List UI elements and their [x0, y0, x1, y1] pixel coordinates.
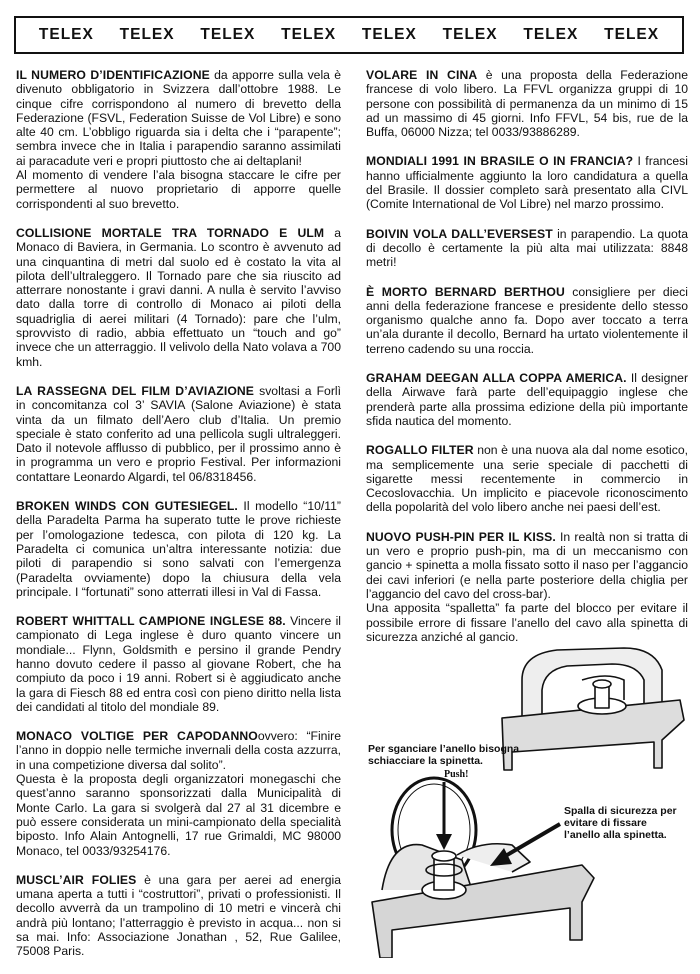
news-item-deegan: [366, 371, 688, 428]
news-headline: ROBERT WHITTALL CAMPIONE INGLESE 88.: [16, 614, 286, 629]
news-headline: COLLISIONE MORTALE TRA TORNADO E ULM: [16, 225, 325, 240]
banner-word: TELEX: [361, 26, 417, 43]
banner-word: TELEX: [200, 26, 256, 43]
news-body: consigliere per dieci anni della federazione francese e presidente dello stesso organismo qualche anno fa. Dopo aver toccato a terra un’ala durante il decollo, Bernard ha urtato violentemente il terreno cadendo su una roccia.: [366, 284, 688, 356]
news-item-worlds-1991: [366, 154, 688, 211]
news-headline: MONDIALI 1991 IN BRASILE O IN FRANCIA?: [366, 154, 634, 169]
news-body: è una gara per aerei ad energia umana aperta a tutti i “costruttori”, privati o professionisti. Il decollo avverrà da un trampolino di 10 metri e vincerà chi andrà più lontano; l’atterraggio è previsto in acqua... non si sa mai. Info: Associazione Jonathan , 52, Rue Galilee, 75008 Paris.: [16, 872, 342, 959]
news-body: è una proposta della Federazione francese di volo libero. La FFVL organizza gruppi di 10 persone con possibilità di permanenza da un minimo di 15 ad un massimo di 45 giorni. Info FFVL, 54 bis, rue de la Buffa, 06000 Nizza; tel 0033/93886289.: [366, 68, 688, 140]
news-body: svoltasi a Forlì in concomitanza col 3’ SAVIA (Salone Aviazione) è stata vinta da un filmato dell’Aero club d’Italia. Un premio speciale è stato conferito ad una pellicola sugli ultraleggeri. Dato il notevole afflusso di pubblico, per il prossimo anno è in programma un vero e proprio Festival. Per informazioni contattare Leonardo Algardi, tel 06/8318456.: [16, 383, 341, 484]
news-body: a Monaco di Baviera, in Germania. Lo scontro è avvenuto ad una cinquantina di metri dal suolo ed è costato la vita al pilota dell’ultraleggero. Il Tornado pare che sia riuscito ad atterrare nonostante i gravi danni. A nulla è servito l’avviso dato dalla torre di controllo di Monaco ai piloti della squadriglia di aerei militari (4 Tornado): pare che l’ulm, sprovvisto di radio, abbia effettuato un “touch and go” invece che un atterraggio. Il velivolo della Nato volava a 700 kmh.: [16, 225, 341, 369]
news-headline: ROGALLO FILTER: [366, 443, 474, 458]
news-headline: GRAHAM DEEGAN ALLA COPPA AMERICA.: [366, 371, 627, 386]
banner-word: TELEX: [604, 26, 660, 43]
news-headline: VOLARE IN CINA: [366, 68, 478, 82]
news-item-muscl-air: [16, 873, 341, 959]
news-item-boivin: [366, 227, 688, 270]
banner-word: TELEX: [442, 26, 498, 43]
news-body: In realtà non si tratta di un vero e proprio push-pin, ma di un meccanismo con gancio + spinetta a molla fissato sotto il naso per l’aggancio dei cavi inferiori (e nella parte posteriore della chiglia per l’aggancio del cavo del cross-bar).: [366, 529, 688, 601]
news-item-monaco-voltige: [16, 729, 341, 858]
left-column: [16, 68, 341, 974]
news-headline: NUOVO PUSH-PIN PER IL KISS.: [366, 529, 556, 544]
news-item-whittall: [16, 614, 341, 714]
telex-banner: [14, 16, 684, 54]
news-headline: MONACO VOLTIGE PER CAPODANNO: [16, 729, 258, 744]
banner-word: TELEX: [281, 26, 337, 43]
banner-word: TELEX: [119, 26, 175, 43]
push-pin-illustration: [362, 640, 692, 958]
news-body: da apporre sulla vela è divenuto obbligatorio in Svizzera dall’ottobre 1988. Le cinque cifre corrispondono al numero di brevetto della Federazione (FSVL, Federation Suisse de Vol Libre) e sono alte 40 cm. L’obbligo riguarda sia i delta che i “parapente”; sembra invece che in Italia i parapendio saranno assimilati ai paracadute veri e propri piuttosto che ai deltaplani!: [16, 68, 341, 168]
safety-caption: Spalla di sicurezza per evitare di fissare l’anello alla spinetta.: [564, 805, 677, 841]
news-headline: IL NUMERO D’IDENTIFICAZIONE: [16, 68, 210, 82]
news-item-china: [366, 68, 688, 139]
news-item-film-festival: [16, 384, 341, 484]
news-body: in parapendio. La quota di decollo è certamente la più alta mai utilizzata: 8848 metri!: [366, 226, 688, 270]
release-caption: Per sganciare l’anello bisogna schiacciare la spinetta.: [368, 743, 520, 767]
news-body: Vincere il campionato di Lega inglese è duro quanto vincere un mondiale... Flynn, Goldsmith e persino il grande Pendry hanno dovuto cedere il passo al giovane Robert, che ha compiuto da poco i 19 anni. Robert si è aggiudicato anche la gara di Fiesch 88 ed entra così con pieno diritto nella lista dei candidati al titolo del mondiale 89.: [16, 614, 341, 714]
news-item-push-pin: [366, 530, 688, 644]
news-item-berthou: [366, 285, 688, 356]
news-body: I francesi hanno ufficialmente aggiunto la loro candidatura a quella del Brasile. Il dossier completo sarà presentato alla CIVL (Comite International de Vol Libre) nel marzo prossimo.: [366, 154, 688, 212]
news-body: non è una nuova ala dal nome esotico, ma semplicemente una serie speciale di pacchetti di sigarette messi recentemente in commercio in Cecoslovacchia. Un implicito e piacevole riconoscimento della popolarità del volo libero anche nei paesi dell’est.: [366, 443, 688, 515]
push-label: Push!: [444, 769, 469, 780]
news-body-continued: Questa è la proposta degli organizzatori monegaschi che quest’anno saranno sponsorizzati dalla Municipalità di Monte Carlo. La gara si svolgerà dal 27 al 31 dicembre e può essere considerata un mini-campionato della specialità biposto. Info Alain Antognelli, 17 rue Grimaldi, MC 98000 Monaco, tel 0033/93254176.: [16, 772, 341, 858]
news-body: ovvero: “Finire l’anno in doppio nelle termiche invernali della costa azzurra, in una competizione diversa dal solito”.: [16, 729, 341, 772]
news-headline: BROKEN WINDS CON GUTESIEGEL.: [16, 499, 238, 514]
right-column: [366, 68, 688, 659]
news-headline: LA RASSEGNA DEL FILM D’AVIAZIONE: [16, 383, 255, 398]
news-body-continued: Al momento di vendere l’ala bisogna staccare le cifre per permettere al nuovo proprietario di apporre quelle corrispondenti al suo brevetto.: [16, 168, 341, 211]
news-item-rogallo-filter: [366, 443, 688, 514]
news-item-broken-winds: [16, 499, 341, 599]
news-headline: BOIVIN VOLA DALL’EVERSEST: [366, 226, 553, 241]
news-item-collision: [16, 226, 341, 369]
banner-word: TELEX: [523, 26, 579, 43]
news-body: Il modello “10/11” della Paradelta Parma ha superato tutte le prove richieste per l’omologazione tedesca, con pilota di 120 kg. La Paradelta ci comunica un’altra interessante notizia: due piloti di parapendio si sono salvati con l’emergenza (Paradelta ovviamente) dopo la chiusura della vela principale. I “fortunati” sono atterrati illesi in Val di Fassa.: [16, 499, 341, 599]
push-arrow: [436, 782, 452, 850]
news-headline: È MORTO BERNARD BERTHOU: [366, 284, 565, 299]
news-body-continued: Una apposita “spalletta” fa parte del blocco per evitare il possibile errore di fissare l’anello del cavo alla spinetta di sicurezza anziché al gancio.: [366, 601, 688, 644]
news-item-id-number: [16, 68, 341, 211]
news-body: Il designer della Airwave farà parte dell’equipaggio inglese che prenderà parte alla prossima edizione della più importante sfida nautica del momento.: [366, 371, 688, 428]
news-headline: MUSCL’AIR FOLIES: [16, 872, 137, 887]
banner-word: TELEX: [38, 26, 94, 43]
lower-mechanism-drawing: [372, 778, 594, 958]
